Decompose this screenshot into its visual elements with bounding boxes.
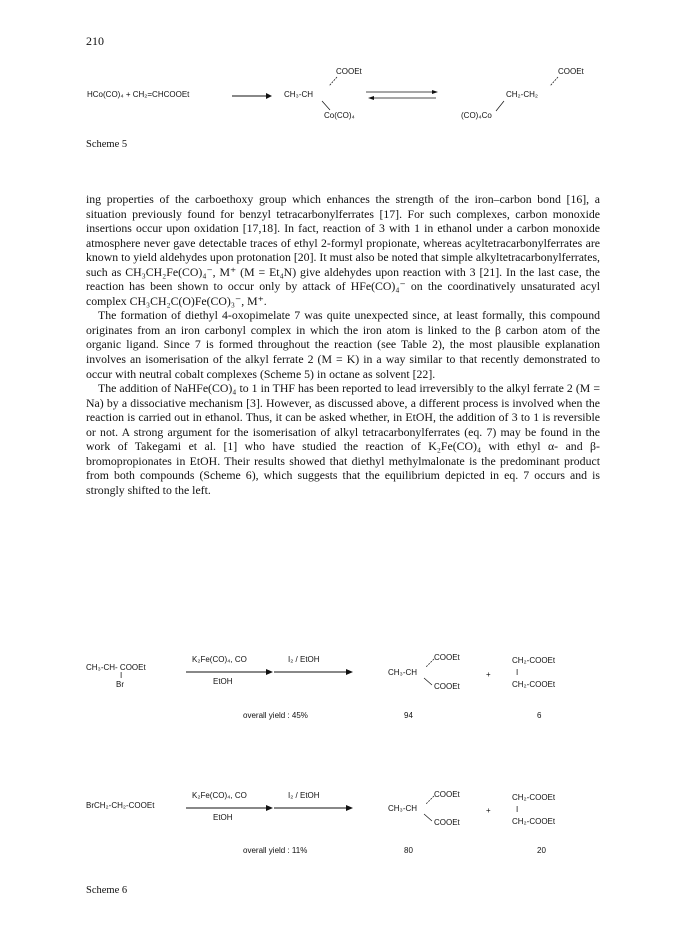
row2-reagent-2: I₂ / EtOH	[288, 791, 320, 800]
row1-product2-top: CH₂-COOEt	[512, 656, 556, 665]
row1-product1-top: COOEt	[434, 653, 460, 662]
row2-yield: overall yield : 11%	[243, 846, 308, 855]
page-number: 210	[86, 34, 104, 48]
row1-plus: +	[486, 670, 491, 679]
scheme-5-caption: Scheme 5	[86, 139, 128, 150]
row2-product2-bond: I	[516, 805, 519, 814]
row1-reactant: CH₃-CH- COOEt	[86, 663, 146, 672]
scheme-6-caption: Scheme 6	[86, 885, 128, 896]
scheme-5-linear-bottom: (CO)₄Co	[461, 111, 492, 120]
row2-product1-top: COOEt	[434, 790, 460, 799]
scheme-5-reactants: HCo(CO)₄ + CH₂=CHCOOEt	[87, 90, 190, 99]
row1-solvent: EtOH	[213, 677, 233, 686]
row1-ratio-1: 94	[404, 711, 413, 720]
row1-product2-bond: I	[516, 668, 519, 677]
row1-reactant-substituent: Br	[116, 680, 124, 689]
paragraph: The addition of NaHFe(CO)₄ to 1 in THF has been reported to lead irreversibly to the alkyl ferrate 2 (M = Na) by a dissociative mechanism [3]. However, as discussed above, a different process is involved when the reaction is carried out in ethanol. Thus, it can be asked whether, in EtOH, the addition of 3 to 1 is reversible or not. A strong argument for the isomerisation of alkyl tetracarbonylferrates (eq. 7) may be found in the work of Takegami et al. [1] who have studied the reaction of K₂Fe(CO)₄ with ethyl α- and β-bromopropionates in EtOH. Their results showed that diethyl methylmalonate is the predominant product from both compounds (Scheme 6), which suggests that the equilibrium depicted in eq. 7 occurs and is strongly shifted to the left.	[86, 381, 600, 497]
row1-reagent-2: I₂ / EtOH	[288, 655, 320, 664]
row1-reagent-1: K₂Fe(CO)₄, CO	[192, 655, 247, 664]
row2-product2-bottom: CH₂-COOEt	[512, 817, 556, 826]
row2-reactant: BrCH₂-CH₂-COOEt	[86, 801, 155, 810]
row2-ratio-1: 80	[404, 846, 413, 855]
row2-product2-top: CH₂-COOEt	[512, 793, 556, 802]
row2-product1-bottom: COOEt	[434, 818, 460, 827]
row2-plus: +	[486, 806, 491, 815]
scheme-5-linear-mid: CH₂-CH₂	[506, 90, 538, 99]
row1-product1-bottom: COOEt	[434, 682, 460, 691]
scheme-5-branched-bottom: Co(CO)₄	[324, 111, 355, 120]
paragraph: The formation of diethyl 4-oxopimelate 7 was quite unexpected since, at least formally, this compound originates from an iron carbonyl complex in which the iron atom is linked to the β carbon atom of the organic ligand. Since 7 is formed throughout the reaction (see Table 2), the most plausible explanation involves an isomerisation of the alkyl ferrate 2 (M = K) in a way similar to that recently demonstrated to occur with neutral cobalt complexes (Scheme 5) in octane as solvent [22].	[86, 308, 600, 381]
paragraph: ing properties of the carboethoxy group which enhances the strength of the iron–carbon bond [16], a situation previously found for benzyl tetracarbonylferrates [17]. For such complexes, carbon monoxide insertions occur upon oxidation [17,18]. In fact, reaction of 3 with 1 in ethanol under a carbon monoxide atmosphere never gave detectable traces of ethyl 2-formyl propionate, whereas acyltetracarbonylferrates are known to yield aldehydes upon protonation [20]. It must also be noted that simple alkyltetracarbonylferrates, such as CH₃CH₂Fe(CO)₄⁻, M⁺ (M = Et₄N) give aldehydes upon reaction with 3 [21]. In the last case, the reaction has been shown to occur only by attack of HFe(CO)₄⁻ on the coordinatively unsaturated acyl complex CH₃CH₂C(O)Fe(CO)₃⁻, M⁺.	[86, 192, 600, 308]
row2-product1-mid: CH₃-CH	[388, 804, 418, 813]
row1-ratio-2: 6	[537, 711, 542, 720]
row1-product1-mid: CH₃-CH	[388, 668, 418, 677]
row2-ratio-2: 20	[537, 846, 546, 855]
row1-yield: overall yield : 45%	[243, 711, 308, 720]
row1-reactant-bond: I	[120, 671, 123, 680]
scheme-5-branched-mid: CH₃-CH	[284, 90, 314, 99]
scheme-5-linear-top: COOEt	[558, 67, 584, 76]
row2-reagent-1: K₂Fe(CO)₄, CO	[192, 791, 247, 800]
row2-solvent: EtOH	[213, 813, 233, 822]
scheme-5-branched-top: COOEt	[336, 67, 362, 76]
row1-product2-bottom: CH₂-COOEt	[512, 680, 556, 689]
